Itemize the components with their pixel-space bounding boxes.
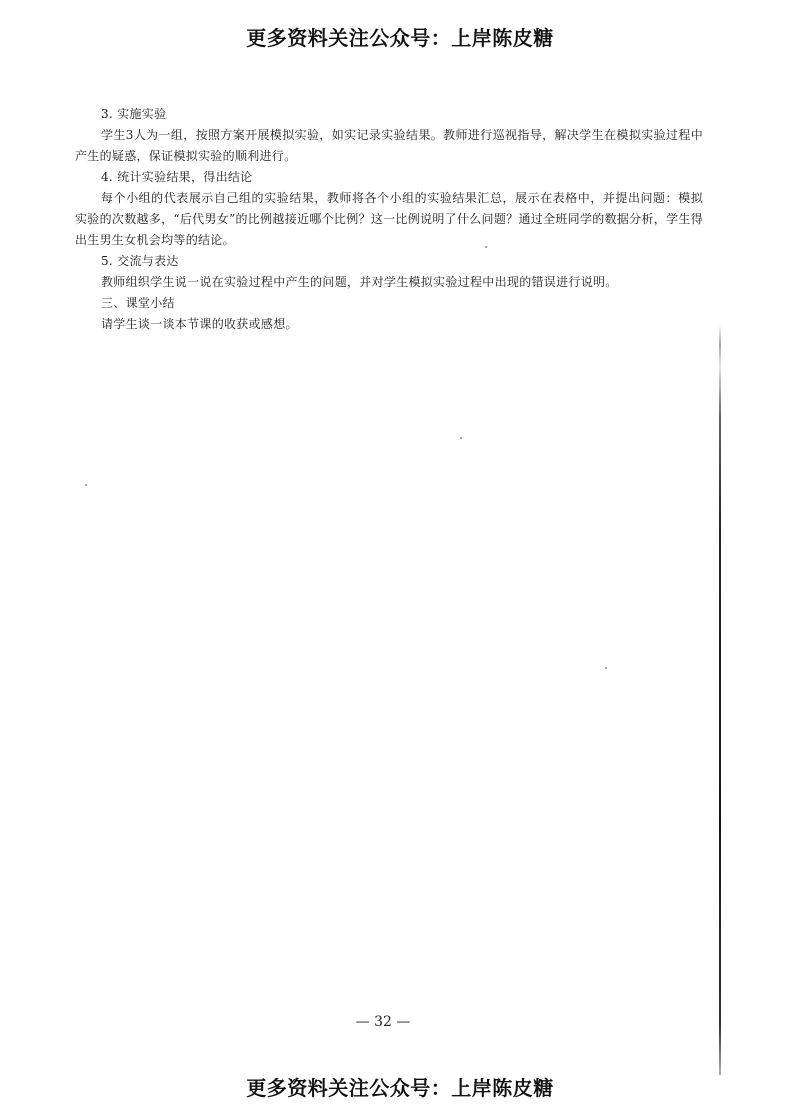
summary-heading: 三、课堂小结 [101, 296, 175, 310]
scan-edge-line [719, 325, 721, 1075]
summary-paragraph: 请学生谈一谈本节课的收获或感想。 [101, 317, 298, 331]
step5-heading: 5. 交流与表达 [101, 254, 179, 268]
step4-heading: 4. 统计实验结果，得出结论 [101, 170, 253, 184]
step4-paragraph: 每个小组的代表展示自己组的实验结果，教师将各个小组的实验结果汇总，展示在表格中，并提出问题：模拟实验的次数越多，“后代男女”的比例越接近哪个比例？这一比例说明了什么问题？通过全班同学的数据分析，学生得出生男生女机会均等的结论。 [75, 191, 703, 247]
scan-speck [460, 437, 462, 439]
page-number: — 32 — [355, 1014, 411, 1030]
watermark-top: 更多资料关注公众号：上岸陈皮糖 [246, 26, 554, 50]
step3-heading: 3. 实施实验 [101, 107, 167, 121]
step5-paragraph: 教师组织学生说一说在实验过程中产生的问题，并对学生模拟实验过程中出现的错误进行说明。 [101, 275, 618, 289]
document-body [75, 104, 703, 335]
scan-speck [85, 484, 87, 486]
scan-speck [605, 667, 607, 669]
watermark-bottom: 更多资料关注公众号：上岸陈皮糖 [246, 1076, 554, 1100]
step3-paragraph: 学生3人为一组，按照方案开展模拟实验，如实记录实验结果。教师进行巡视指导，解决学生在模拟实验过程中产生的疑惑，保证模拟实验的顺利进行。 [75, 128, 703, 163]
scan-speck [485, 246, 487, 248]
